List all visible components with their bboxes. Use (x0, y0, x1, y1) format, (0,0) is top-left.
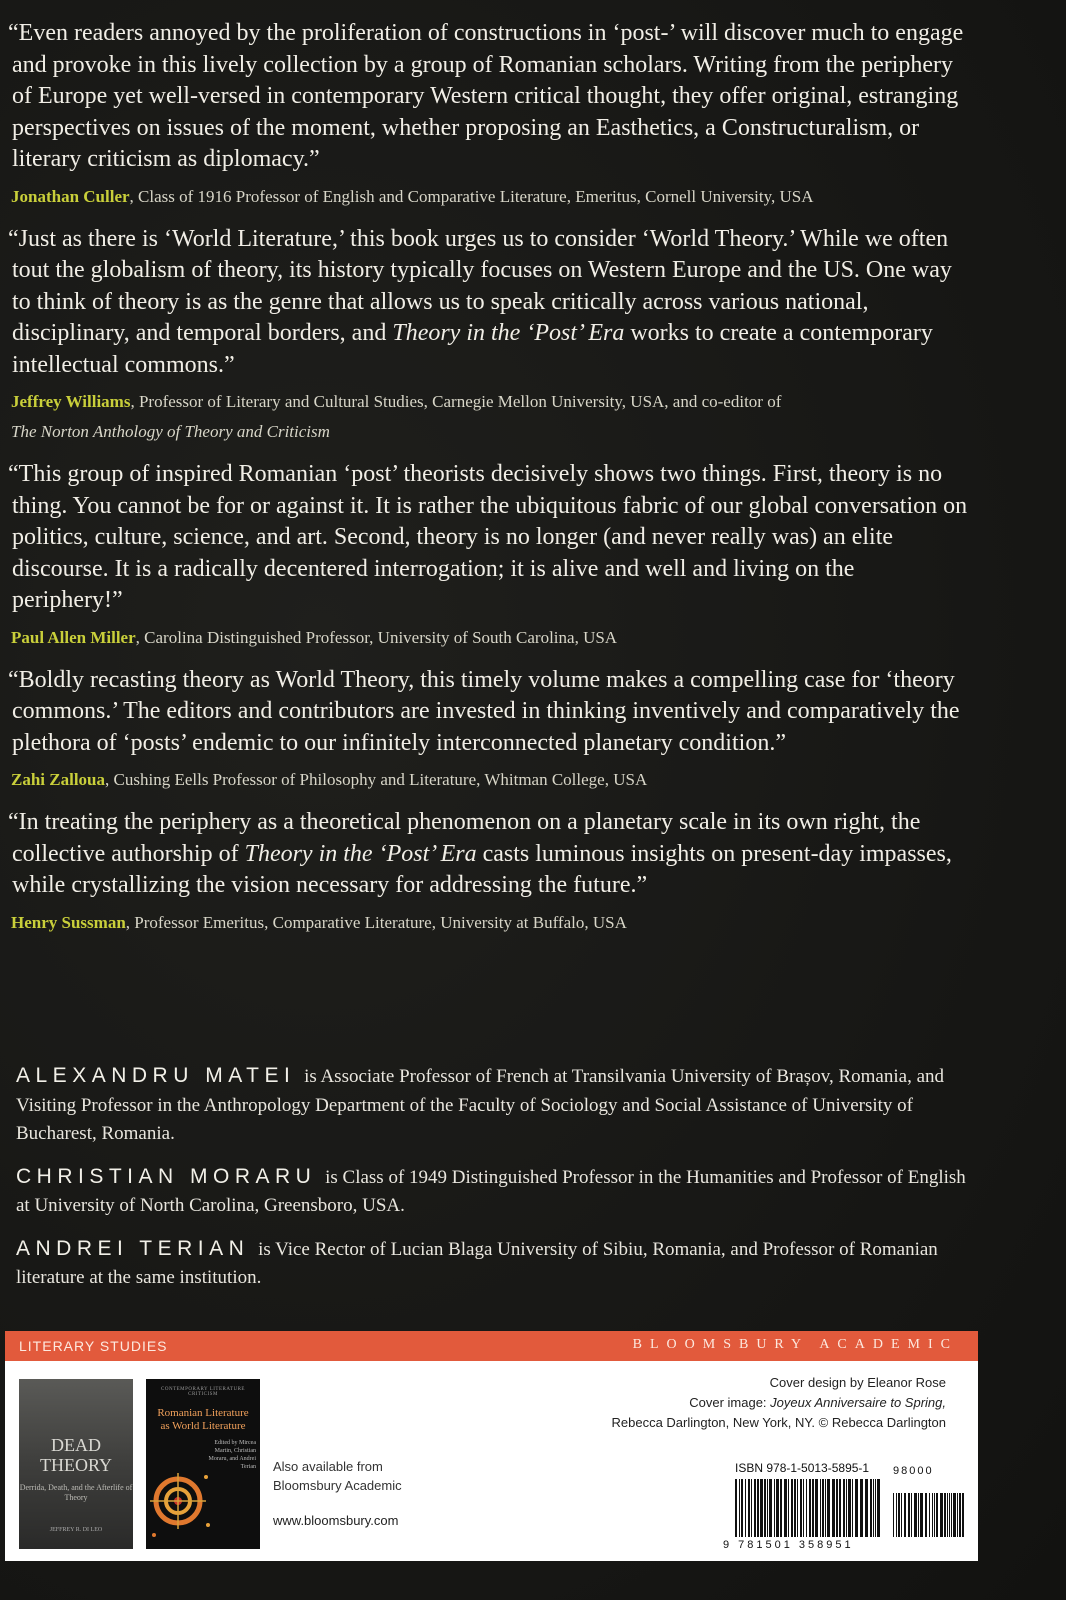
barcode-bar (769, 1479, 772, 1537)
bio-name: ALEXANDRU MATEI (16, 1064, 296, 1087)
quote-author: Jonathan Culler (11, 186, 130, 206)
book-cover-romanian-literature (146, 1379, 260, 1549)
barcode-addon-bar (904, 1493, 906, 1537)
publisher-url: www.bloomsbury.com (273, 1513, 399, 1528)
barcode-addon-bar (947, 1493, 948, 1537)
publisher-label: BLOOMSBURY ACADEMIC (632, 1337, 958, 1352)
barcode-bar (803, 1479, 804, 1537)
quote-text-part: “Just as there is ‘World Literature,’ this book urges us to consider ‘World Theory.’ While we often tout the globalism of theory, its history typically focuses on Western Europe and the US. One way to think of theory is as the genre that allows us to speak critically across various national, disciplinary, and temporal borders, and (8, 225, 952, 346)
quote-author: Henry Sussman (11, 912, 126, 932)
anthology-title: The Norton Anthology of Theory and Criticism (11, 422, 330, 441)
bio-text: is Class of 1949 Distinguished Professor in the Humanities and Professor of English at University of North Carolina, Greensboro, USA. (16, 1166, 966, 1216)
book-editors: Edited by Mircea Martin, Christian Moraru, and Andrei Terian (208, 1440, 256, 1470)
barcode-bar (815, 1479, 818, 1537)
barcode-digits: 9 781501 358951 (723, 1539, 854, 1551)
book-title-italic: Theory in the ‘Post’ Era (244, 840, 477, 867)
category-label: LITERARY STUDIES (19, 1338, 168, 1354)
book-title-italic: Theory in the ‘Post’ Era (392, 320, 625, 346)
barcode-bar (855, 1479, 858, 1537)
quote-attribution (11, 908, 968, 938)
quote-text-part: “In treating the periphery as a theoretical phenomenon on a planetary scale in its own right, the collective authorship of (8, 809, 921, 867)
barcode-bar (877, 1479, 880, 1537)
book-subtitle: Derrida, Death, and the Afterlife of Theory (19, 1483, 133, 1502)
barcode-bar (812, 1479, 814, 1537)
barcode-bar (870, 1479, 872, 1537)
barcode-addon-bar (934, 1493, 935, 1537)
barcode-addon: 98000 (893, 1465, 934, 1477)
barcode-bar (748, 1479, 750, 1537)
barcode-addon-bar (929, 1493, 930, 1537)
barcode-bar (745, 1479, 746, 1537)
also-available (273, 1457, 402, 1495)
book-title-line: as World Literature (160, 1420, 246, 1432)
endorsement-sussman (8, 807, 968, 938)
quote-text (8, 807, 968, 902)
barcode-bar (794, 1479, 796, 1537)
barcode-addon-bar (896, 1493, 897, 1537)
barcode-addon-bar (953, 1493, 956, 1537)
quote-text: “Even readers annoyed by the proliferation of constructions in ‘post-’ will discover much to engage and provoke in this lively collection by a group of Romanian scholars. Writing from the periphery of Europe yet well-versed in contemporary Western critical thought, they offer original, estranging perspectives on issues of the moment, whether proposing an Easthetics, a Constructuralism, or literary criticism as diplomacy.” (8, 20, 964, 172)
book-title (19, 1435, 133, 1475)
book-author: JEFFREY R. DI LEO (49, 1527, 103, 1533)
book-title-line: DEAD (51, 1435, 101, 1455)
quote-affiliation: , Class of 1916 Professor of English and Comparative Literature, Emeritus, Cornell University, USA (129, 186, 814, 206)
cover-image-title: Joyeux Anniversaire to Spring, (770, 1395, 946, 1410)
barcode-bar (800, 1479, 802, 1537)
barcode-bar (757, 1479, 759, 1537)
bio-terian (16, 1235, 976, 1293)
quote-attribution (11, 623, 968, 653)
barcode-addon-bar (957, 1493, 958, 1537)
barcode-addon-bar (920, 1493, 923, 1537)
endorsement-williams (8, 224, 968, 448)
barcode-bar (788, 1479, 789, 1537)
barcode-bar (809, 1479, 811, 1537)
quote-text: “This group of inspired Romanian ‘post’ theorists decisively shows two things. First, theory is no thing. You cannot be for or against it. It is rather the ubiquitous fabric of our global conversation on politics, culture, science, and art. Second, theory is no longer (and never really was) an elite discourse. It is a radically decentered interrogation; it is alive and well and living on the periphery!” (8, 461, 968, 613)
barcode-bar (776, 1479, 779, 1537)
quote-affiliation: , Cushing Eells Professor of Philosophy and Literature, Whitman College, USA (105, 770, 648, 789)
barcode-bar (825, 1479, 826, 1537)
barcode-bar (848, 1479, 851, 1537)
barcode-addon-bar (911, 1493, 912, 1537)
barcode-bar (832, 1479, 835, 1537)
quote-author: Paul Allen Miller (11, 627, 136, 647)
quote-author: Jeffrey Williams (11, 392, 131, 411)
barcode-bar (774, 1479, 775, 1537)
quote-attribution (11, 182, 968, 212)
editor-bios (16, 1062, 976, 1307)
quote-text (8, 224, 968, 382)
barcode-bar (760, 1479, 763, 1537)
quote-affiliation: , Carolina Distinguished Professor, University of South Carolina, USA (135, 627, 618, 647)
barcode-bar (784, 1479, 787, 1537)
endorsement-culler (8, 18, 968, 212)
barcode-addon-bar (932, 1493, 933, 1537)
quote-text: “Boldly recasting theory as World Theory, this timely volume makes a compelling case for ‘theory commons.’ The editors and contributors are invested in thinking inventively and comparatively the plethora of ‘posts’ endemic to our infinitely interconnected planetary condition.” (8, 666, 960, 756)
barcode-bar (741, 1479, 743, 1537)
endorsement-zalloua (8, 665, 968, 796)
barcode-addon-bar (908, 1493, 910, 1537)
info-panel (5, 1361, 978, 1561)
category-strip (5, 1331, 978, 1361)
barcode-addon-bar (959, 1493, 961, 1537)
bio-text: is Vice Rector of Lucian Blaga University of Sibiu, Romania, and Professor of Romanian literature at the same institution. (16, 1238, 938, 1288)
quote-affiliation: , Professor of Literary and Cultural Studies, Carnegie Mellon University, USA, and co-editor of (130, 392, 782, 411)
barcode-bar (875, 1479, 876, 1537)
barcode-addon-bar (951, 1493, 952, 1537)
barcode-bar (865, 1479, 868, 1537)
quote-author: Zahi Zalloua (11, 770, 106, 789)
barcode-addon-bar (940, 1493, 943, 1537)
book-title-line: Romanian Literature (157, 1407, 249, 1419)
barcode-bar (839, 1479, 841, 1537)
barcode-addon-bar (901, 1493, 902, 1537)
quote-attribution (11, 765, 968, 795)
also-line: Also available from (273, 1459, 383, 1474)
endorsements (8, 18, 968, 950)
barcode-bar (873, 1479, 874, 1537)
cover-image-label: Cover image: (689, 1395, 771, 1410)
bio-name: ANDREI TERIAN (16, 1236, 250, 1260)
barcode-bar (822, 1479, 824, 1537)
barcode-bar (827, 1479, 830, 1537)
barcode-addon-bar (925, 1493, 927, 1537)
barcode-bar (852, 1479, 853, 1537)
quote-affiliation: , Professor Emeritus, Comparative Literature, University at Buffalo, USA (125, 912, 627, 932)
cover-design-credit: Cover design by Eleanor Rose (769, 1375, 946, 1390)
book-cover-dead-theory (19, 1379, 133, 1549)
bio-moraru (16, 1163, 976, 1221)
barcode-bar (791, 1479, 793, 1537)
cover-image-rights: Rebecca Darlington, New York, NY. © Rebecca Darlington (611, 1415, 946, 1430)
barcode-addon-bar (949, 1493, 950, 1537)
quote-attribution (11, 387, 968, 447)
barcode-bar (806, 1479, 807, 1537)
bio-name: CHRISTIAN MORARU (16, 1164, 317, 1188)
barcode-bar (764, 1479, 766, 1537)
barcode-addon-bar (914, 1493, 917, 1537)
barcode-bar (836, 1479, 838, 1537)
barcode-addon-bar (898, 1493, 900, 1537)
mandala-icon (148, 1465, 218, 1545)
book-series: CONTEMPORARY LITERATURE CRITICISM (161, 1387, 245, 1397)
barcode-addon-bar (936, 1493, 938, 1537)
book-title-line: THEORY (40, 1455, 112, 1475)
barcode-icon (735, 1479, 967, 1539)
barcode-bar (767, 1479, 768, 1537)
quote-text-part: works to create a contemporary intellectual commons.” (12, 320, 933, 378)
also-line: Bloomsbury Academic (273, 1478, 402, 1493)
barcode-bar (751, 1479, 752, 1537)
barcode-addon-bar (962, 1493, 964, 1537)
endorsement-miller (8, 459, 968, 653)
barcode-bar (860, 1479, 863, 1537)
barcode-bar (797, 1479, 798, 1537)
barcode-bar (735, 1479, 737, 1537)
barcode-bar (843, 1479, 845, 1537)
barcode-bar (739, 1479, 740, 1537)
barcode-addon-bar (918, 1493, 919, 1537)
quote-text-part: casts luminous insights on present-day impasses, while crystallizing the vision necessary for addressing the future.” (12, 840, 952, 898)
barcode-bar (820, 1479, 821, 1537)
barcode-addon-bar (944, 1493, 946, 1537)
barcode-bar (780, 1479, 782, 1537)
cover-credits (611, 1373, 946, 1433)
bio-matei (16, 1062, 976, 1149)
book-title (150, 1407, 256, 1433)
barcode-bar (846, 1479, 847, 1537)
isbn-label: ISBN 978-1-5013-5895-1 (735, 1461, 870, 1475)
barcode-addon-bar (893, 1493, 894, 1537)
bio-text: is Associate Professor of French at Transilvania University of Brașov, Romania, and Visiting Professor in the Anthropology Department of the Faculty of Sociology and Social Assistance of University of Bucharest, Romania. (16, 1066, 945, 1144)
barcode-bar (754, 1479, 756, 1537)
